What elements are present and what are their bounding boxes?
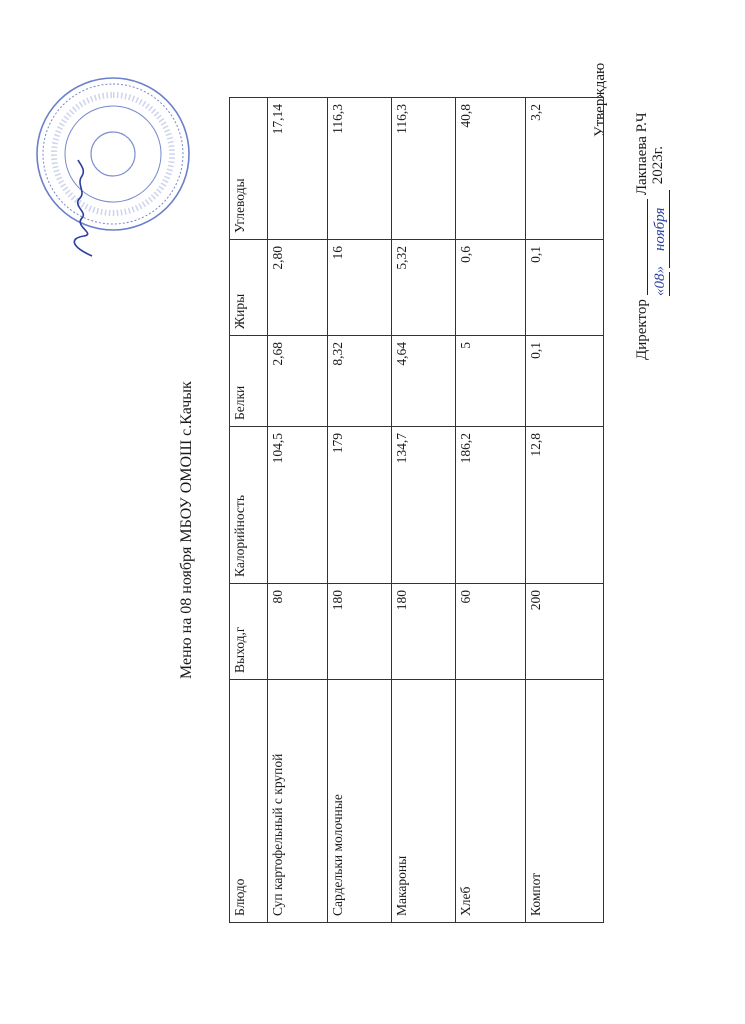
- protein-value: 4,64: [392, 336, 456, 427]
- table-header-cell: Калорийность: [230, 427, 268, 584]
- carbs-value: 17,14: [268, 98, 328, 240]
- signature-blank: [647, 199, 648, 295]
- approved-label: Утверждаю: [592, 62, 608, 137]
- calories-value: 179: [328, 427, 392, 584]
- school-stamp: [33, 74, 193, 234]
- yield-value: 200: [526, 584, 604, 680]
- carbs-value: 3,2: [526, 98, 604, 240]
- fat-value: 0,6: [456, 240, 526, 336]
- director-name: Лакпаева Р.Ч: [634, 112, 650, 196]
- yield-value: 80: [268, 584, 328, 680]
- table-row: [392, 98, 456, 923]
- date-month: ноября: [652, 190, 670, 268]
- table-header-cell: Углеводы: [230, 98, 268, 240]
- table-row: [328, 98, 392, 923]
- menu-title: Меню на 08 ноября МБОУ ОМОШ с.Качык: [178, 381, 195, 679]
- director-label: Директор: [634, 299, 650, 360]
- dish-name: Сардельки молочные: [328, 680, 392, 923]
- table-header-cell: Блюдо: [230, 680, 268, 923]
- carbs-value: 116,3: [392, 98, 456, 240]
- dish-name: Хлеб: [456, 680, 526, 923]
- menu-table: [229, 97, 604, 923]
- protein-value: 8,32: [328, 336, 392, 427]
- table-header-cell: Белки: [230, 336, 268, 427]
- calories-value: 186,2: [456, 427, 526, 584]
- yield-value: 60: [456, 584, 526, 680]
- director-signature: [62, 154, 102, 264]
- approval-date: [650, 146, 670, 296]
- fat-value: 2,80: [268, 240, 328, 336]
- protein-value: 0,1: [526, 336, 604, 427]
- protein-value: 2,68: [268, 336, 328, 427]
- date-year: 2023г.: [650, 146, 666, 185]
- date-day: «08»: [652, 266, 668, 296]
- table-header-cell: Жиры: [230, 240, 268, 336]
- dish-name: Суп картофельный с крупой: [268, 680, 328, 923]
- carbs-value: 116,3: [328, 98, 392, 240]
- yield-value: 180: [328, 584, 392, 680]
- calories-value: 12,8: [526, 427, 604, 584]
- table-row: [456, 98, 526, 923]
- protein-value: 5: [456, 336, 526, 427]
- table-header-row: [230, 98, 268, 923]
- table-header-cell: Выход,г: [230, 584, 268, 680]
- fat-value: 5,32: [392, 240, 456, 336]
- yield-value: 180: [392, 584, 456, 680]
- director-signature-line: [634, 112, 651, 360]
- dish-name: Компот: [526, 680, 604, 923]
- fat-value: 0,1: [526, 240, 604, 336]
- table-row: [268, 98, 328, 923]
- table-row: [526, 98, 604, 923]
- calories-value: 134,7: [392, 427, 456, 584]
- dish-name: Макароны: [392, 680, 456, 923]
- calories-value: 104,5: [268, 427, 328, 584]
- fat-value: 16: [328, 240, 392, 336]
- carbs-value: 40,8: [456, 98, 526, 240]
